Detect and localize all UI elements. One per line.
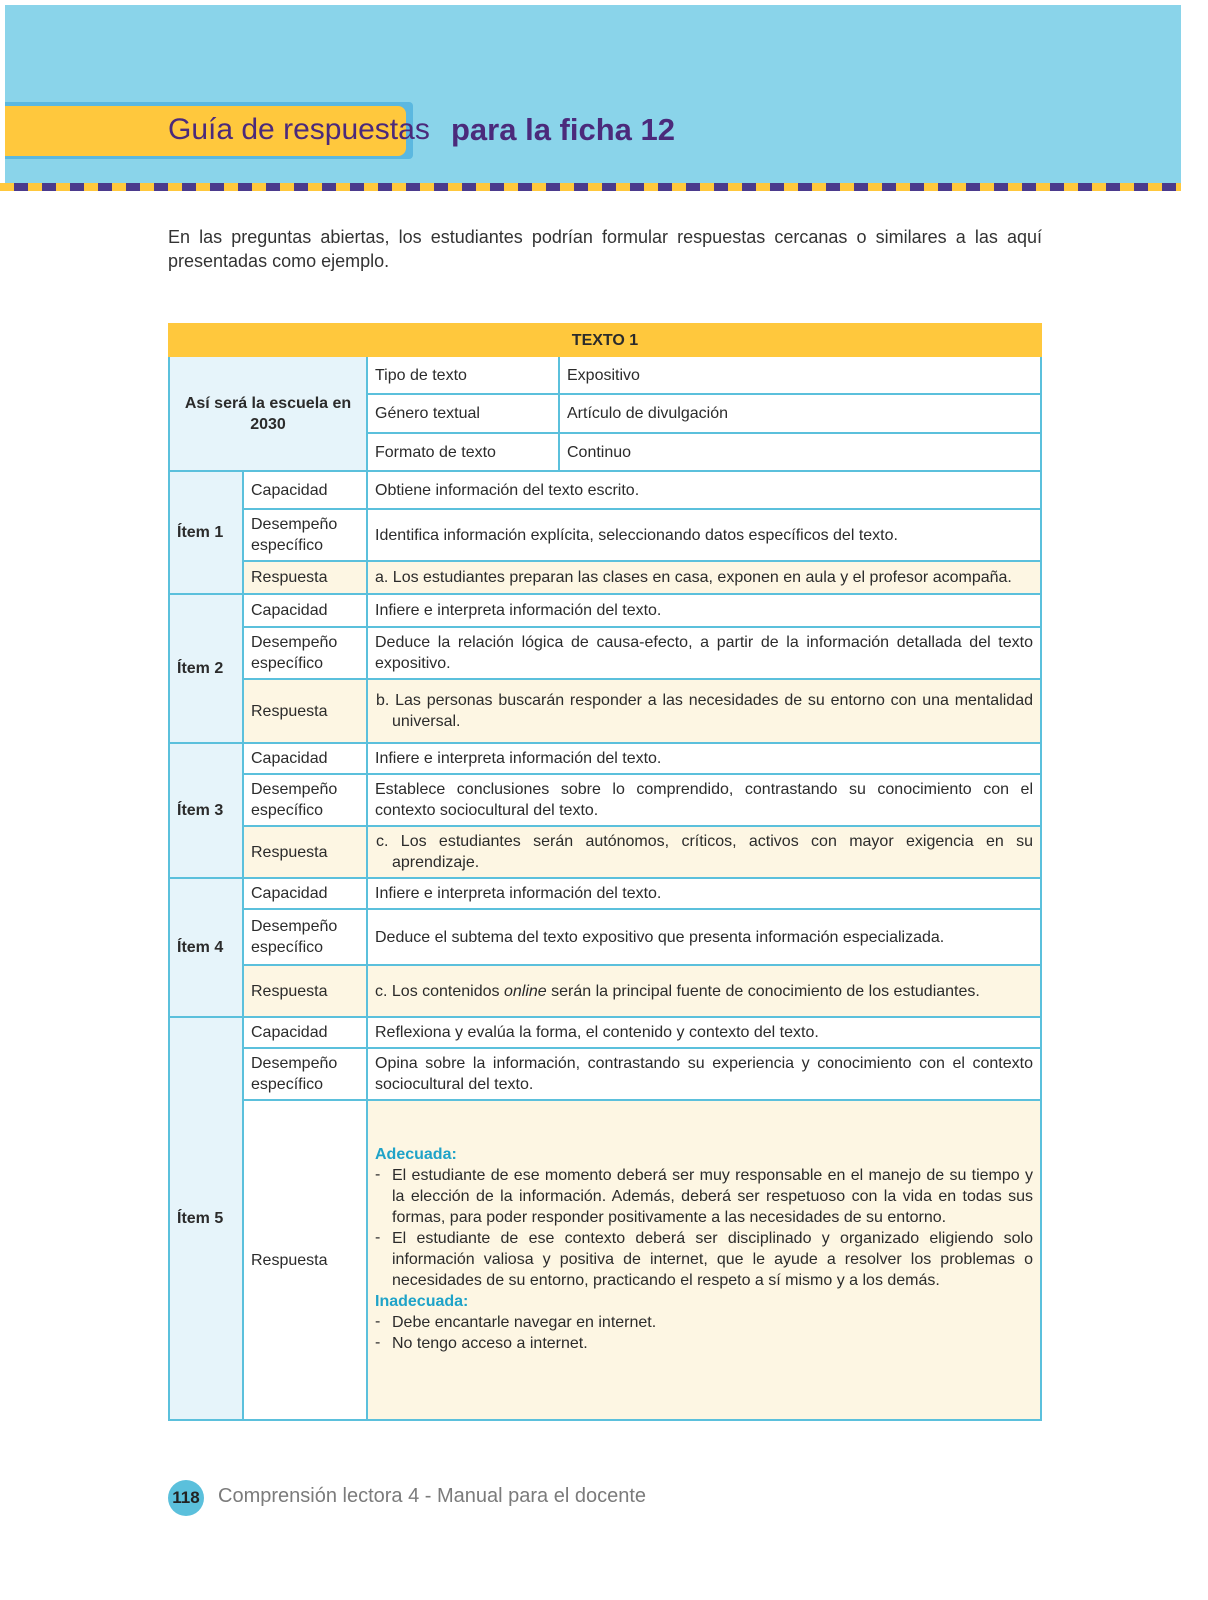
respuesta-label: Respuesta [243, 965, 367, 1017]
respuesta-prefix: c. Los contenidos [375, 982, 504, 1000]
item-label: Ítem 3 [169, 743, 243, 878]
footer-title: Comprensión lectora 4 - Manual para el docente [218, 1485, 647, 1507]
desempeno-value: Identifica información explícita, seleccionando datos específicos del texto. [367, 509, 1041, 561]
guide-title: Guía de respuestas [168, 113, 430, 146]
desempeno-label: Desempeño específico [243, 774, 367, 826]
desempeno-label: Desempeño específico [243, 1048, 367, 1100]
respuesta-italic: online [503, 982, 547, 1000]
capacidad-value: Reflexiona y evalúa la forma, el contenido y contexto del texto. [367, 1017, 1041, 1048]
respuesta-value [367, 965, 1041, 1017]
list-item: - El estudiante de ese momento deberá ser muy responsable en el manejo de su tiempo y la elección de la información. Además, deberá ser respetuoso con la vida en todas sus formas, para poder responder positivamente a las necesidades de su entorno. [375, 1165, 1033, 1228]
info-value: Continuo [559, 433, 1041, 471]
desempeno-label: Desempeño específico [243, 909, 367, 965]
list-item: - El estudiante de ese contexto deberá ser disciplinado y organizado eligiendo solo información valiosa y positiva de internet, que le ayude a resolver los problemas o necesidades de su entorno, practicando el respeto a sí mismo y a los demás. [375, 1228, 1033, 1291]
item-label: Ítem 5 [169, 1017, 243, 1420]
desempeno-label: Desempeño específico [243, 509, 367, 561]
capacidad-value: Infiere e interpreta información del texto. [367, 878, 1041, 909]
capacidad-label: Capacidad [243, 594, 367, 627]
respuesta-value: b. Las personas buscarán responder a las necesidades de su entorno con una mentalidad universal. [367, 679, 1041, 743]
capacidad-label: Capacidad [243, 878, 367, 909]
respuesta-label: Respuesta [243, 826, 367, 878]
desempeno-label: Desempeño específico [243, 627, 367, 679]
info-value: Artículo de divulgación [559, 394, 1041, 433]
intro-paragraph: En las preguntas abiertas, los estudiantes podrían formular respuestas cercanas o similares a las aquí presentadas como ejemplo. [168, 227, 1042, 271]
answers-table [168, 323, 1042, 1421]
list-item: - No tengo acceso a internet. [375, 1333, 1033, 1354]
info-label: Formato de texto [367, 433, 559, 471]
item-label: Ítem 2 [169, 594, 243, 743]
desempeno-value: Opina sobre la información, contrastando su experiencia y conocimiento con el contexto sociocultural del texto. [367, 1048, 1041, 1100]
respuesta-value: a. Los estudiantes preparan las clases en casa, exponen en aula y el profesor acompaña. [367, 561, 1041, 594]
header-stripe [0, 183, 1181, 191]
respuesta-suffix: serán la principal fuente de conocimiento de los estudiantes. [546, 982, 980, 1000]
inadecuada-heading: Inadecuada: [375, 1293, 469, 1310]
capacidad-value: Infiere e interpreta información del texto. [367, 743, 1041, 774]
respuesta-label: Respuesta [243, 561, 367, 594]
desempeno-value: Establece conclusiones sobre lo comprendido, contrastando su conocimiento con el contexto sociocultural del texto. [367, 774, 1041, 826]
item-label: Ítem 4 [169, 878, 243, 1017]
info-label: Género textual [367, 394, 559, 433]
list-item: - Debe encantarle navegar en internet. [375, 1312, 1033, 1333]
item-label: Ítem 1 [169, 471, 243, 594]
desempeno-value: Deduce el subtema del texto expositivo que presenta información especializada. [367, 909, 1041, 965]
capacidad-value: Obtiene información del texto escrito. [367, 471, 1041, 509]
adecuada-heading: Adecuada: [375, 1146, 457, 1163]
respuesta-value: c. Los estudiantes serán autónomos, críticos, activos con mayor exigencia en su aprendizaje. [367, 826, 1041, 878]
capacidad-label: Capacidad [243, 1017, 367, 1048]
info-value: Expositivo [559, 356, 1041, 394]
respuesta-value [367, 1100, 1041, 1420]
desempeno-value: Deduce la relación lógica de causa-efecto, a partir de la información detallada del texto expositivo. [367, 627, 1041, 679]
info-label: Tipo de texto [367, 356, 559, 394]
page-number: 118 [168, 1480, 204, 1516]
ficha-title: para la ficha 12 [451, 112, 676, 147]
text-title: Así será la escuela en 2030 [169, 356, 367, 471]
adecuada-list [375, 1165, 1033, 1291]
capacidad-value: Infiere e interpreta información del texto. [367, 594, 1041, 627]
inadecuada-list [375, 1312, 1033, 1354]
capacidad-label: Capacidad [243, 471, 367, 509]
header-banner [5, 5, 1181, 188]
respuesta-label: Respuesta [243, 1100, 367, 1420]
table-heading: TEXTO 1 [169, 324, 1041, 356]
capacidad-label: Capacidad [243, 743, 367, 774]
respuesta-label: Respuesta [243, 679, 367, 743]
